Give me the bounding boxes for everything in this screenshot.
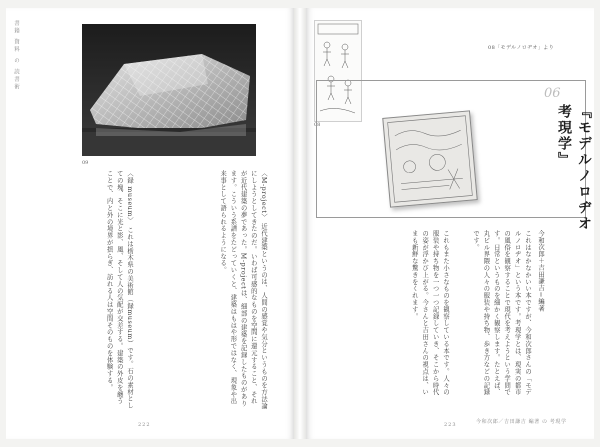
sketch-caption: 08 (314, 122, 321, 128)
page-number-right: 223 (444, 422, 457, 428)
book-cover-art (383, 111, 476, 206)
running-footer-right: 今和次郎／吉田謙吉 編著 の 考現学 (476, 419, 567, 425)
gutter (294, 8, 306, 439)
running-header-right: 08「モデルノロヂオ」より (488, 45, 555, 51)
running-header-left: 書籍 資料 の 読書術 (13, 20, 19, 92)
feature-body-a: これはなかなかいい本ですが、今和次郎さんの「モデルノロヂオ」という本です。考現学とは、現実の都市の風俗を観察することで現代を考えようという学問です。日常というものを細かく観察します。たとえば、丸ビル界隈の人々の服装や持ち物、歩き方などの記録です。 (471, 230, 531, 396)
right-page (306, 8, 594, 439)
left-page (6, 8, 294, 439)
essay-museum: 〈録 museum〉 これは栃木県の美術館（録museum）です。石の素材としての塊、そこに光と影、風、そして人の気配が交差する。建築の外皮を纏うことで、内と外の境界が揺らぎ、訪れる人は空間そのものを体験する。 (105, 170, 133, 409)
page-number-left: 222 (138, 422, 151, 428)
feature-body-b: これもまた小さなものを観察している本です。人々の服装や持ち物を一つ一つ記録していき、そこから時代の姿が浮かび上がる。今さんと吉田さんの視点は、いまも新鮮な驚きをくれます。 (410, 230, 449, 396)
building-photo (82, 24, 256, 156)
building-photo-art (82, 24, 256, 156)
photo-caption: 09 (82, 160, 89, 166)
feature-author: 今和次郎＋吉田謙吉＝編著 (537, 230, 544, 312)
essay-m-project: 〈M-project〉 近代建築というのは、人間の感覚や気分というものを方法論にしようとしてきたのだ。いわば可感的なものを空間に還元すること、それが近代建築の夢であった。M-projectは、細部の建築を記録したものがあります。こういう系譜をたどっていくと、建築はもはや形ではなく、現象や出来事として語られるようになる。 (219, 170, 267, 410)
book-cover-image (382, 110, 478, 207)
feature-title: 『モデルノロヂオ 考現学』 (556, 104, 592, 232)
feature-number: 06 (544, 86, 561, 101)
